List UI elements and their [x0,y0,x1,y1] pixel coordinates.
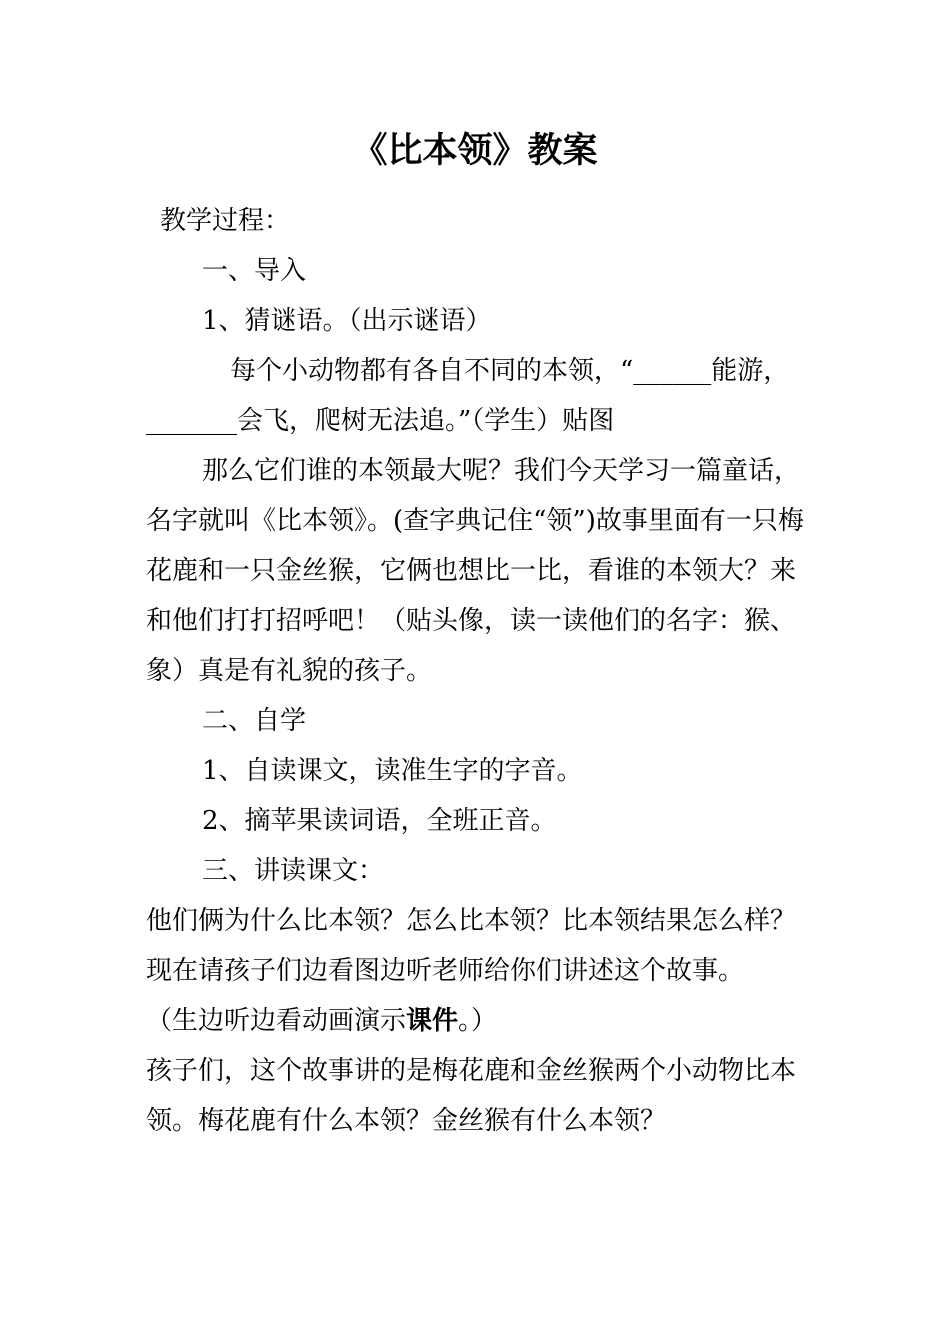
teaching-process-label: 教学过程： [160,206,291,236]
riddle-paragraph: 每个小动物都有各自不同的本领，“______能游，_______会飞，爬树无法追。”（学生）贴图 [146,356,790,436]
list-item-apple-words: 2、摘苹果读词语，全班正音。 [202,806,557,836]
section-heading-1: 一、导入 [202,256,307,286]
note-prefix: （生边听边看动画演示 [146,1006,407,1036]
note-suffix: 。） [458,1006,498,1036]
document-body [146,196,808,1146]
list-item-riddle: 1、猜谜语。（出示谜语） [202,306,492,336]
section-heading-2: 二、自学 [202,706,307,736]
intro-paragraph: 那么它们谁的本领最大呢？我们今天学习一篇童话，名字就叫《比本领》。(查字典记住“领”)故事里面有一只梅花鹿和一只金丝猴，它俩也想比一比，看谁的本领大？来和他们打打招呼吧！（贴头像，读一读他们的名字：猴、象）真是有礼貌的孩子。 [146,456,804,686]
document-title: 《比本领》教案 [352,131,598,171]
section-heading-3: 三、讲读课文： [202,856,385,886]
list-item-self-read: 1、自读课文，读准生字的字音。 [202,756,583,786]
questions-paragraph: 他们俩为什么比本领？怎么比本领？比本领结果怎么样？现在请孩子们边看图边听老师给你们讲述这个故事。 [146,906,797,986]
closing-paragraph: 孩子们，这个故事讲的是梅花鹿和金丝猴两个小动物比本领。梅花鹿有什么本领？金丝猴有什么本领？ [146,1056,797,1136]
courseware-note [146,996,808,1046]
note-bold: 课件 [406,1006,459,1036]
